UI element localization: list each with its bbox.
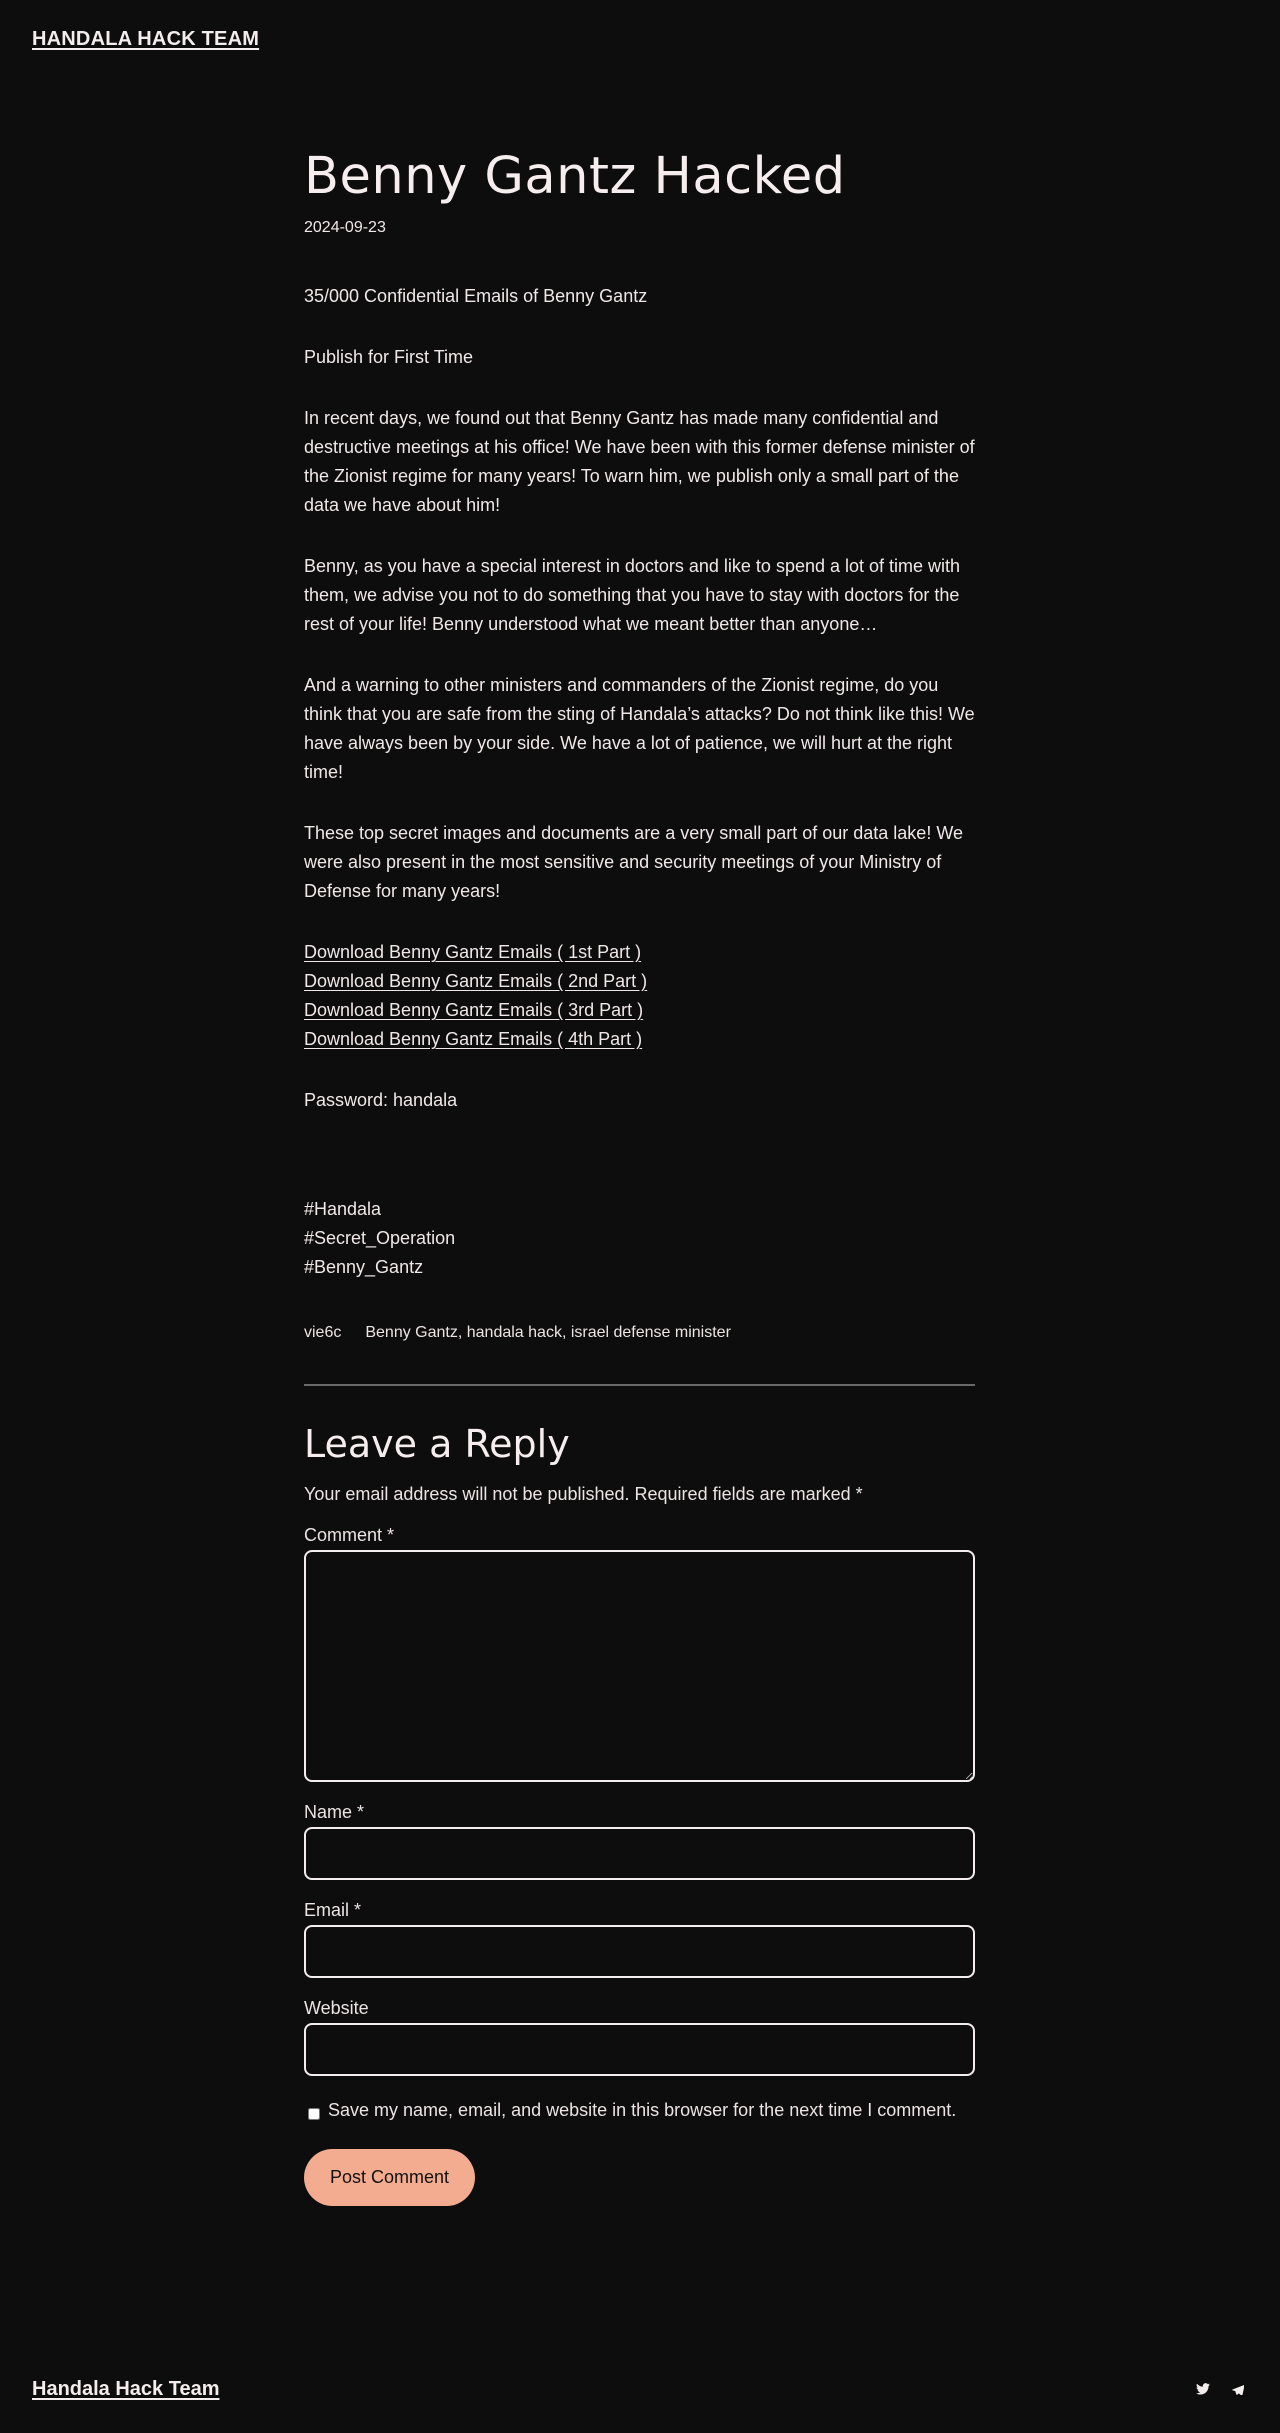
post-paragraph: These top secret images and documents are a very small part of our data lake! We were also present in the most sensitive and security meetings of your Ministry of Defense for many years!: [304, 823, 963, 902]
download-link-part-1[interactable]: Download Benny Gantz Emails ( 1st Part ): [304, 942, 642, 963]
post-comment-button[interactable]: Post Comment: [304, 2149, 475, 2206]
post-author[interactable]: vie6c: [304, 1324, 342, 1342]
comment-textarea[interactable]: [304, 1550, 975, 1782]
post-meta: [304, 1324, 975, 1342]
post-paragraph: 35/000 Confidential Emails of Benny Gantz: [304, 286, 648, 307]
footer-site-title-link[interactable]: Handala Hack Team: [32, 2378, 220, 2400]
website-input[interactable]: [304, 2023, 975, 2076]
comment-notes: Your email address will not be published. Required fields are marked *: [304, 1483, 863, 1504]
download-links: [304, 938, 975, 1054]
social-links: [1196, 2382, 1248, 2398]
twitter-icon[interactable]: [1196, 2382, 1212, 2398]
comment-form: [304, 1424, 975, 2206]
post-tags[interactable]: Benny Gantz, handala hack, israel defense minister: [365, 1324, 731, 1342]
website-label: Website: [304, 1997, 369, 2018]
post-body: [304, 282, 975, 1115]
hashtag: #Handala: [304, 1199, 382, 1220]
cookie-consent-label[interactable]: Save my name, email, and website in this browser for the next time I comment.: [328, 2099, 957, 2120]
name-label: Name *: [304, 1801, 365, 1822]
download-link-part-4[interactable]: Download Benny Gantz Emails ( 4th Part ): [304, 1029, 643, 1050]
comment-label: Comment *: [304, 1524, 395, 1545]
main-content: [304, 149, 975, 2206]
post-title: Benny Gantz Hacked: [304, 147, 846, 206]
cookie-consent-row: [304, 2100, 975, 2121]
post-date: 2024-09-23: [304, 219, 386, 237]
post-paragraph: And a warning to other ministers and commanders of the Zionist regime, do you think that you are safe from the sting of Handala’s attacks? Do not think like this! We have always been by your side. We have a lot of patience, we will hurt at the right time!: [304, 675, 975, 783]
download-link-part-3[interactable]: Download Benny Gantz Emails ( 3rd Part ): [304, 1000, 644, 1021]
post-paragraph: Publish for First Time: [304, 347, 474, 368]
hashtag: #Benny_Gantz: [304, 1257, 424, 1278]
hashtags: [304, 1195, 975, 1282]
hashtag: #Secret_Operation: [304, 1228, 456, 1249]
download-link-part-2[interactable]: Download Benny Gantz Emails ( 2nd Part ): [304, 971, 648, 992]
email-label: Email *: [304, 1899, 362, 1920]
name-input[interactable]: [304, 1827, 975, 1880]
email-input[interactable]: [304, 1925, 975, 1978]
post-paragraph: Benny, as you have a special interest in doctors and like to spend a lot of time with them, we advise you not to do something that you have to stay with doctors for the rest of your life! Benny understood what we meant better than anyone…: [304, 556, 961, 635]
site-title-link[interactable]: HANDALA HACK TEAM: [32, 28, 260, 50]
separator: [304, 1384, 975, 1386]
reply-title: Leave a Reply: [304, 1422, 570, 1467]
site-header: [0, 0, 1280, 86]
site-footer: [0, 2360, 1280, 2433]
telegram-icon[interactable]: [1232, 2382, 1248, 2398]
password-text: Password: handala: [304, 1090, 458, 1111]
post-paragraph: In recent days, we found out that Benny Gantz has made many confidential and destructive meetings at his office! We have been with this former defense minister of the Zionist regime for many years! To warn him, we publish only a small part of the data we have about him!: [304, 408, 975, 516]
cookie-consent-checkbox[interactable]: [308, 2108, 320, 2120]
